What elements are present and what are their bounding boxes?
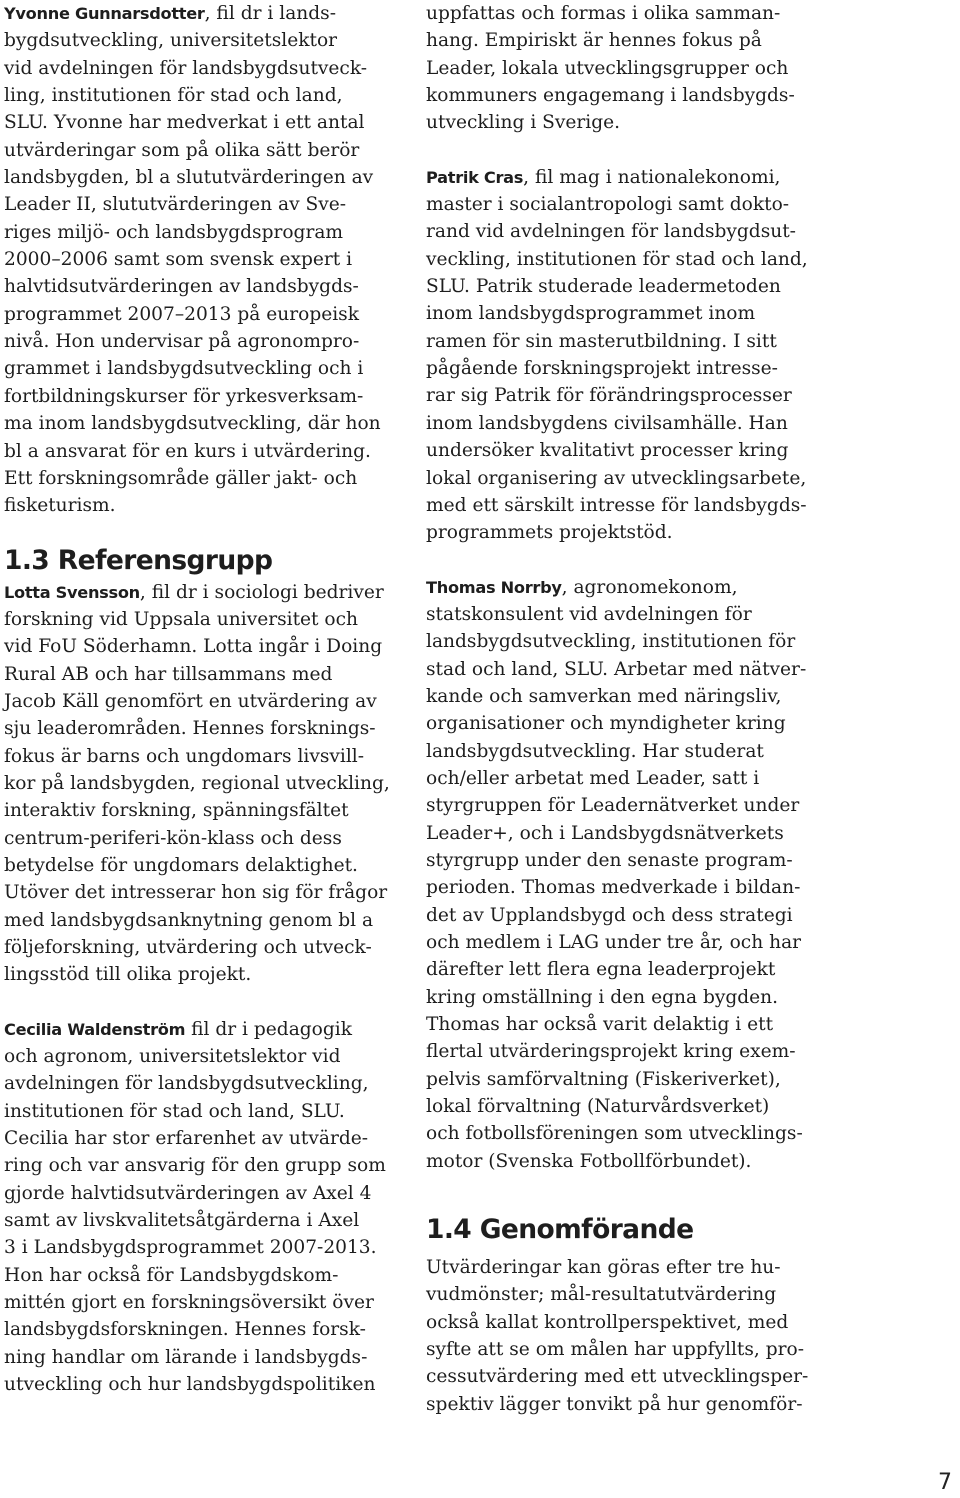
text-line: perioden. Thomas medverkade i bildan-	[426, 877, 801, 899]
text-line: utveckling och hur landsbygdspolitiken	[4, 1374, 376, 1396]
text-line: SLU. Patrik studerade leadermetoden	[426, 276, 781, 298]
text-line: lokal organisering av utvecklingsarbete,	[426, 467, 807, 489]
text-line: organisationer och myndigheter kring	[426, 713, 786, 735]
section-heading-genomforande: 1.4 Genomförande	[426, 1214, 694, 1246]
text-line: interaktiv forskning, spänningsfältet	[4, 800, 349, 822]
text-line: landsbygdsforskningen. Hennes forsk-	[4, 1319, 366, 1341]
text-line: master i socialantropologi samt dokto-	[426, 194, 790, 216]
section-heading-referensgrupp: 1.3 Referensgrupp	[4, 544, 273, 576]
text-line	[4, 579, 396, 606]
text-line: uppfattas och formas i olika samman-	[426, 3, 781, 24]
text-line: fortbildningskurser för yrkesverksam-	[4, 385, 364, 407]
text-line: nivå. Hon undervisar på agronompro-	[4, 331, 360, 353]
text-line: 3 i Landsbygdsprogrammet 2007-2013.	[4, 1237, 377, 1259]
text-line: ring och var ansvarig för den grupp som	[4, 1155, 386, 1177]
text-line: Thomas har också varit delaktig i ett	[426, 1014, 774, 1036]
text-line: med ett särskilt intresse för landsbygds-	[426, 494, 807, 516]
text-line: avdelningen för landsbygdsutveckling,	[4, 1073, 369, 1095]
bio-waldenstrom	[4, 1016, 396, 1399]
text-line: Leader+, och i Landsbygdsnätverkets	[426, 822, 784, 844]
text-line: institutionen för stad och land, SLU.	[4, 1100, 345, 1122]
text-line: utvärderingar som på olika sätt berör	[4, 139, 360, 161]
text-line: Jacob Käll genomfört en utvärdering av	[4, 690, 377, 712]
text-line: fisketurism.	[4, 495, 116, 517]
left-column	[4, 0, 396, 1399]
text-line: betydelse för ungdomars delaktighet.	[4, 854, 358, 876]
text-line: lokal förvaltning (Naturvårdsverket)	[426, 1096, 770, 1118]
text-line: landsbygdsutveckling, institutionen för	[426, 631, 796, 653]
text-line: styrgrupp under den senaste program-	[426, 849, 793, 871]
text-line: med landsbygdsanknytning genom bl a	[4, 909, 374, 931]
text-line: halvtidsutvärderingen av landsbygds-	[4, 276, 359, 298]
text-line: landsbygden, bl a slututvärderingen av	[4, 167, 374, 189]
text-line: Utöver det intresserar hon sig för frågor	[4, 882, 388, 904]
text-line: Utvärderingar kan göras efter tre hu-	[426, 1257, 781, 1279]
text-line: inom landsbygdens civilsamhälle. Han	[426, 412, 788, 434]
text-line: kande och samverkan med näringsliv,	[426, 685, 782, 707]
person-name: Patrik Cras	[426, 167, 524, 187]
text-line: kommuners engagemang i landsbygds-	[426, 85, 795, 107]
text-line: Ett forskningsområde gäller jakt- och	[4, 467, 358, 489]
person-name: Yvonne Gunnarsdotter	[4, 4, 205, 23]
text-line: programmet 2007–2013 på europeisk	[4, 303, 359, 325]
person-name: Lotta Svensson	[4, 582, 140, 602]
text-line: gjorde halvtidsutvärderingen av Axel 4	[4, 1182, 372, 1204]
person-name: Thomas Norrby	[426, 577, 562, 597]
text-line: kor på landsbygden, regional utveckling,	[4, 772, 390, 794]
text-line: följeforskning, utvärdering och utveck-	[4, 937, 372, 958]
text-line: utveckling i Sverige.	[426, 112, 621, 134]
text-line: stad och land, SLU. Arbetar med nätver-	[426, 658, 807, 680]
text-line: vid FoU Söderhamn. Lotta ingår i Doing	[4, 636, 383, 658]
text-line: samt av livskvalitetsåtgärderna i Axel	[4, 1210, 360, 1232]
text-line: lingsstöd till olika projekt.	[4, 964, 252, 986]
text-line: ling, institutionen för stad och land,	[4, 85, 343, 107]
text-line: ning handlar om lärande i landsbygds-	[4, 1346, 368, 1368]
text-line: kring omställning i den egna bygden.	[426, 986, 779, 1008]
text-line: centrum-periferi-kön-klass och dess	[4, 827, 342, 849]
text-line: riges miljö- och landsbygdsprogram	[4, 221, 344, 243]
text-line: och agronom, universitetslektor vid	[4, 1046, 341, 1068]
text-line: rand vid avdelningen för landsbygdsut-	[426, 221, 796, 243]
bio-cras	[426, 164, 818, 547]
text-line: statskonsulent vid avdelningen för	[426, 603, 752, 625]
paragraph-genomforande	[426, 1254, 818, 1418]
text-line: SLU. Yvonne har medverkat i ett antal	[4, 112, 365, 134]
text-line: programmets projektstöd.	[426, 522, 673, 544]
person-name: Cecilia Waldenström	[4, 1019, 186, 1039]
text-line: pelvis samförvaltning (Fiskeriverket),	[426, 1068, 781, 1090]
text-line: Rural AB och har tillsammans med	[4, 663, 333, 685]
text-line: också kallat kontrollperspektivet, med	[426, 1311, 789, 1333]
page-number: 7	[938, 1470, 952, 1495]
text-line: bl a ansvarat för en kurs i utvärdering.	[4, 440, 371, 462]
text-line	[4, 0, 396, 27]
text-line: och/eller arbetat med Leader, satt i	[426, 767, 760, 789]
text-line	[4, 1016, 396, 1043]
text-segment: fil dr i pedagogik	[185, 1018, 352, 1040]
right-column	[426, 0, 818, 1418]
text-line: veckling, institutionen för stad och land,	[426, 248, 808, 270]
text-line: flertal utvärderingsprojekt kring exem-	[426, 1041, 796, 1063]
text-line: forskning vid Uppsala universitet och	[4, 608, 359, 630]
text-line: vudmönster; mål-resultatutvärdering	[426, 1284, 777, 1306]
bio-svensson	[4, 579, 396, 989]
text-line: landsbygdsutveckling. Har studerat	[426, 740, 764, 762]
text-line: syfte att se om målen har uppfyllts, pro-	[426, 1339, 805, 1361]
text-line: Cecilia har stor erfarenhet av utvärde-	[4, 1128, 369, 1150]
bio-gunnarsdotter	[4, 0, 396, 520]
text-line: Leader II, slututvärderingen av Sve-	[4, 194, 347, 216]
text-line: det av Upplandsbygd och dess strategi	[426, 904, 793, 926]
text-line: styrgruppen för Leadernätverket under	[426, 795, 800, 817]
text-line: ma inom landsbygdsutveckling, där hon	[4, 413, 381, 435]
text-line: cessutvärdering med ett utvecklingsper-	[426, 1366, 809, 1388]
text-segment: , fil dr i sociologi bedriver	[139, 581, 384, 603]
text-line: hang. Empiriskt är hennes fokus på	[426, 30, 762, 52]
text-segment: , fil mag i nationalekonomi,	[523, 166, 781, 188]
text-line: inom landsbygdsprogrammet inom	[426, 303, 756, 325]
text-line	[426, 164, 818, 191]
text-line: pågående forskningsprojekt intresse-	[426, 358, 778, 380]
text-line: bygdsutveckling, universitetslektor	[4, 30, 338, 52]
text-line: och medlem i LAG under tre år, och har	[426, 932, 802, 953]
text-line: Hon har också för Landsbygdskom-	[4, 1264, 339, 1286]
text-segment: , fil dr i lands-	[204, 3, 336, 24]
text-line: därefter lett flera egna leaderprojekt	[426, 959, 776, 981]
text-line: grammet i landsbygdsutveckling och i	[4, 358, 364, 380]
text-line: spektiv lägger tonvikt på hur genomför-	[426, 1393, 803, 1415]
text-line: och fotbollsföreningen som utvecklings-	[426, 1123, 803, 1145]
text-line: Leader, lokala utvecklingsgrupper och	[426, 57, 789, 79]
bio-norrby	[426, 574, 818, 1176]
text-line: motor (Svenska Fotbollförbundet).	[426, 1150, 752, 1172]
text-line: fokus är barns och ungdomars livsvill-	[4, 745, 365, 767]
bio-continuation	[426, 0, 818, 137]
text-line: ramen för sin masterutbildning. I sitt	[426, 330, 777, 352]
text-line	[426, 574, 818, 601]
text-line: vid avdelningen för landsbygdsutveck-	[4, 57, 368, 79]
text-line: sju leaderområden. Hennes forsknings-	[4, 718, 376, 740]
text-line: 2000–2006 samt som svensk expert i	[4, 249, 353, 271]
text-line: mittén gjort en forskningsöversikt över	[4, 1292, 374, 1314]
text-line: rar sig Patrik för förändringsprocesser	[426, 385, 792, 407]
text-segment: , agronomekonom,	[561, 576, 738, 598]
text-line: undersöker kvalitativt processer kring	[426, 440, 789, 462]
